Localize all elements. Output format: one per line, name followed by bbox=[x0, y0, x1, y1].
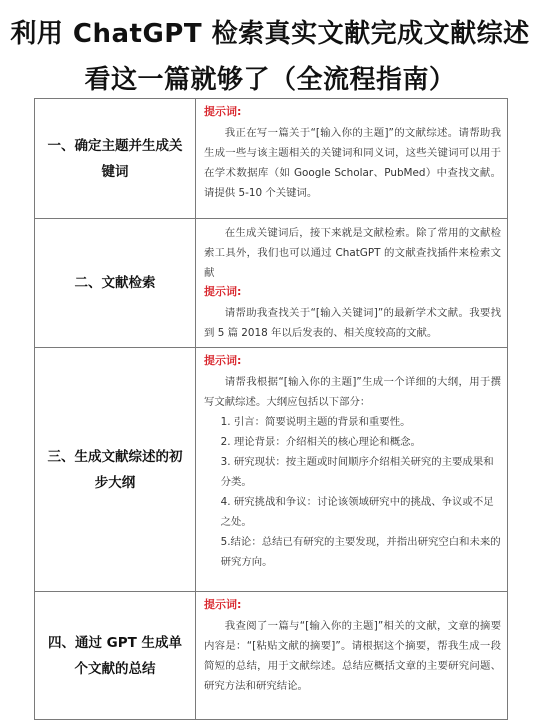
prompt-text: 请帮助我查找关于“[输入关键词]”的最新学术文献。我要找到 5 篇 2018 年以后发表的、相关度较高的文献。 bbox=[204, 307, 501, 339]
outline-item: 5.结论：总结已有研究的主要发现，并指出研究空白和未来的研究方向。 bbox=[220, 536, 501, 568]
section-heading: 四、通过 GPT 生成单个文献的总结 bbox=[35, 592, 196, 720]
outline-item: 2. 理论背景：介绍相关的核心理论和概念。 bbox=[220, 436, 421, 448]
prompt-label: 提示词: bbox=[204, 105, 242, 118]
prompt-label: 提示词: bbox=[204, 354, 242, 367]
outline-item: 1. 引言：简要说明主题的背景和重要性。 bbox=[220, 416, 411, 428]
outline-item: 4. 研究挑战和争议：讨论该领域研究中的挑战、争议或不足之处。 bbox=[220, 496, 494, 528]
section-body bbox=[196, 219, 508, 348]
section-row bbox=[35, 219, 508, 348]
prompt-text: 我查阅了一篇与“[输入你的主题]”相关的文献，文章的摘要内容是：“[粘贴文献的摘要]”。请根据这个摘要，帮我生成一段简短的总结，用于文献综述。总结应概括文章的主要研究问题、研究方法和研究结论。 bbox=[204, 620, 501, 692]
prompt-label: 提示词: bbox=[204, 285, 242, 298]
section-row bbox=[35, 592, 508, 720]
section-heading: 三、生成文献综述的初步大纲 bbox=[35, 348, 196, 592]
title-line-1: 利用 ChatGPT 检索真实文献完成文献综述 bbox=[10, 19, 530, 49]
section-row bbox=[35, 348, 508, 592]
page-title bbox=[0, 0, 540, 100]
guide-table bbox=[34, 98, 508, 720]
section-intro: 在生成关键词后，接下来就是文献检索。除了常用的文献检索工具外，我们也可以通过 ChatGPT 的文献查找插件来检索文献 bbox=[204, 227, 501, 279]
section-row bbox=[35, 99, 508, 219]
section-body bbox=[196, 348, 508, 592]
prompt-text: 请帮我根据“[输入你的主题]”生成一个详细的大纲，用于撰写文献综述。大纲应包括以下部分： bbox=[204, 376, 501, 408]
prompt-text: 我正在写一篇关于“[输入你的主题]”的文献综述。请帮助我生成一些与该主题相关的关键词和同义词，这些关键词可以用于在学术数据库（如 Google Scholar、PubMed）中查找文献。请提供 5-10 个关键词。 bbox=[204, 127, 501, 199]
section-heading: 二、文献检索 bbox=[35, 219, 196, 348]
section-body bbox=[196, 592, 508, 720]
section-heading: 一、确定主题并生成关键词 bbox=[35, 99, 196, 219]
section-body bbox=[196, 99, 508, 219]
title-line-2: 看这一篇就够了（全流程指南） bbox=[84, 65, 456, 95]
prompt-label: 提示词: bbox=[204, 598, 242, 611]
outline-item: 3. 研究现状：按主题或时间顺序介绍相关研究的主要成果和分类。 bbox=[220, 456, 494, 488]
